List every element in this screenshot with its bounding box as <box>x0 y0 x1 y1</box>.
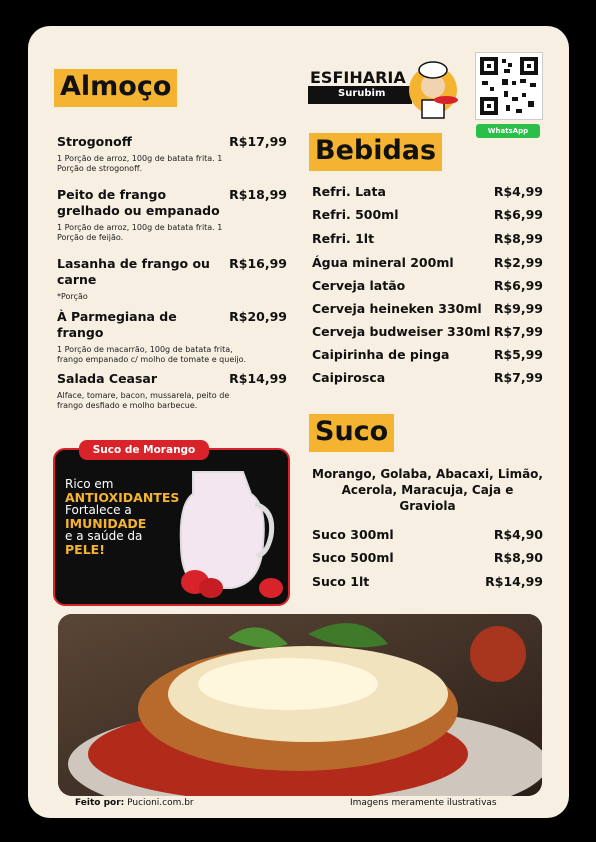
item-description: *Porção <box>57 292 88 301</box>
food-photo <box>58 614 542 796</box>
item-name: À Parmegiana de frango <box>57 309 177 340</box>
drink-row <box>312 301 543 317</box>
suco-name: Suco 1lt <box>312 574 370 589</box>
suco-flavors: Morango, Golaba, Abacaxi, Limão, Acerola, Maracuja, Caja e Graviola <box>312 467 543 513</box>
qr-code[interactable] <box>475 52 543 120</box>
footer-credit <box>75 798 194 808</box>
drink-name: Refri. 500ml <box>312 207 399 222</box>
drink-row <box>312 231 543 247</box>
drink-name: Cerveja heineken 330ml <box>312 301 482 316</box>
menu-item <box>57 134 287 174</box>
item-description: 1 Porção de arroz, 100g de batata frita. 1 Porção de strogonoff. <box>57 154 223 173</box>
whatsapp-badge[interactable]: WhatsApp <box>476 124 540 138</box>
item-price: R$14,99 <box>229 371 287 386</box>
suco-name: Suco 300ml <box>312 527 394 542</box>
promo-line: IMUNIDADE <box>65 516 147 531</box>
promo-line: PELE! <box>65 542 105 557</box>
promo-line: e a saúde da <box>65 529 143 543</box>
drink-row <box>312 207 543 223</box>
item-price: R$17,99 <box>229 134 287 149</box>
item-price: R$18,99 <box>229 187 287 202</box>
drink-price: R$7,99 <box>493 324 543 339</box>
drink-name: Água mineral 200ml <box>312 255 454 270</box>
item-description: 1 Porção de macarrão, 100g de batata frita, frango empanado c/ molho de tomate e queijo. <box>57 345 246 364</box>
promo-line: ANTIOXIDANTES <box>65 490 180 505</box>
drink-row <box>312 278 543 294</box>
drink-row <box>312 347 543 363</box>
credit-label: Feito por: <box>75 798 125 808</box>
drink-price: R$9,99 <box>493 301 543 316</box>
item-price: R$16,99 <box>229 256 287 271</box>
promo-text <box>65 478 195 556</box>
drink-price: R$2,99 <box>493 255 543 270</box>
suco-row <box>312 527 543 543</box>
item-name: Salada Ceasar <box>57 371 158 386</box>
drink-price: R$6,99 <box>493 207 543 222</box>
drink-name: Cerveja latão <box>312 278 406 293</box>
drink-name: Cerveja budweiser 330ml <box>312 324 491 339</box>
suco-price: R$14,99 <box>485 574 543 589</box>
almoco-title: Almoço <box>54 69 177 107</box>
logo-sub: Surubim <box>338 88 386 99</box>
drink-row <box>312 255 543 271</box>
drink-price: R$6,99 <box>493 278 543 293</box>
drink-price: R$7,99 <box>493 370 543 385</box>
suco-title: Suco <box>309 414 394 452</box>
drink-name: Refri. Lata <box>312 184 386 199</box>
footer-note: Imagens meramente ilustrativas <box>350 798 497 808</box>
suco-row <box>312 550 543 566</box>
promo-tag: Suco de Morango <box>79 440 209 460</box>
credit-site[interactable]: Pucioni.com.br <box>127 798 194 808</box>
drink-price: R$5,99 <box>493 347 543 362</box>
item-name: Lasanha de frango ou carne <box>57 256 210 287</box>
suco-price: R$8,90 <box>493 550 543 565</box>
item-price: R$20,99 <box>229 309 287 324</box>
bebidas-title: Bebidas <box>309 133 442 171</box>
suco-price: R$4,90 <box>493 527 543 542</box>
menu-item <box>57 371 287 411</box>
esfiharia-logo <box>308 56 458 126</box>
drink-name: Caipirinha de pinga <box>312 347 450 362</box>
item-description: 1 Porção de arroz, 100g de batata frita. 1 Porção de feijão. <box>57 223 223 242</box>
drink-name: Caipirosca <box>312 370 386 385</box>
menu-item <box>57 187 287 243</box>
drink-price: R$4,99 <box>493 184 543 199</box>
logo-brand: ESFIHARIA <box>310 68 406 87</box>
suco-name: Suco 500ml <box>312 550 394 565</box>
promo-line: Rico em <box>65 477 114 491</box>
promo-line: Fortalece a <box>65 503 132 517</box>
drink-row <box>312 324 543 340</box>
drink-price: R$8,99 <box>493 231 543 246</box>
drink-row <box>312 184 543 200</box>
item-description: Alface, tomare, bacon, mussarela, peito de frango desfiado e molho barbecue. <box>57 391 230 410</box>
drink-name: Refri. 1lt <box>312 231 375 246</box>
drink-row <box>312 370 543 386</box>
menu-item <box>57 256 287 302</box>
item-name: Strogonoff <box>57 134 132 149</box>
suco-row <box>312 574 543 590</box>
item-name: Peito de frango grelhado ou empanado <box>57 187 220 218</box>
menu-card <box>28 26 569 818</box>
menu-item <box>57 309 287 365</box>
